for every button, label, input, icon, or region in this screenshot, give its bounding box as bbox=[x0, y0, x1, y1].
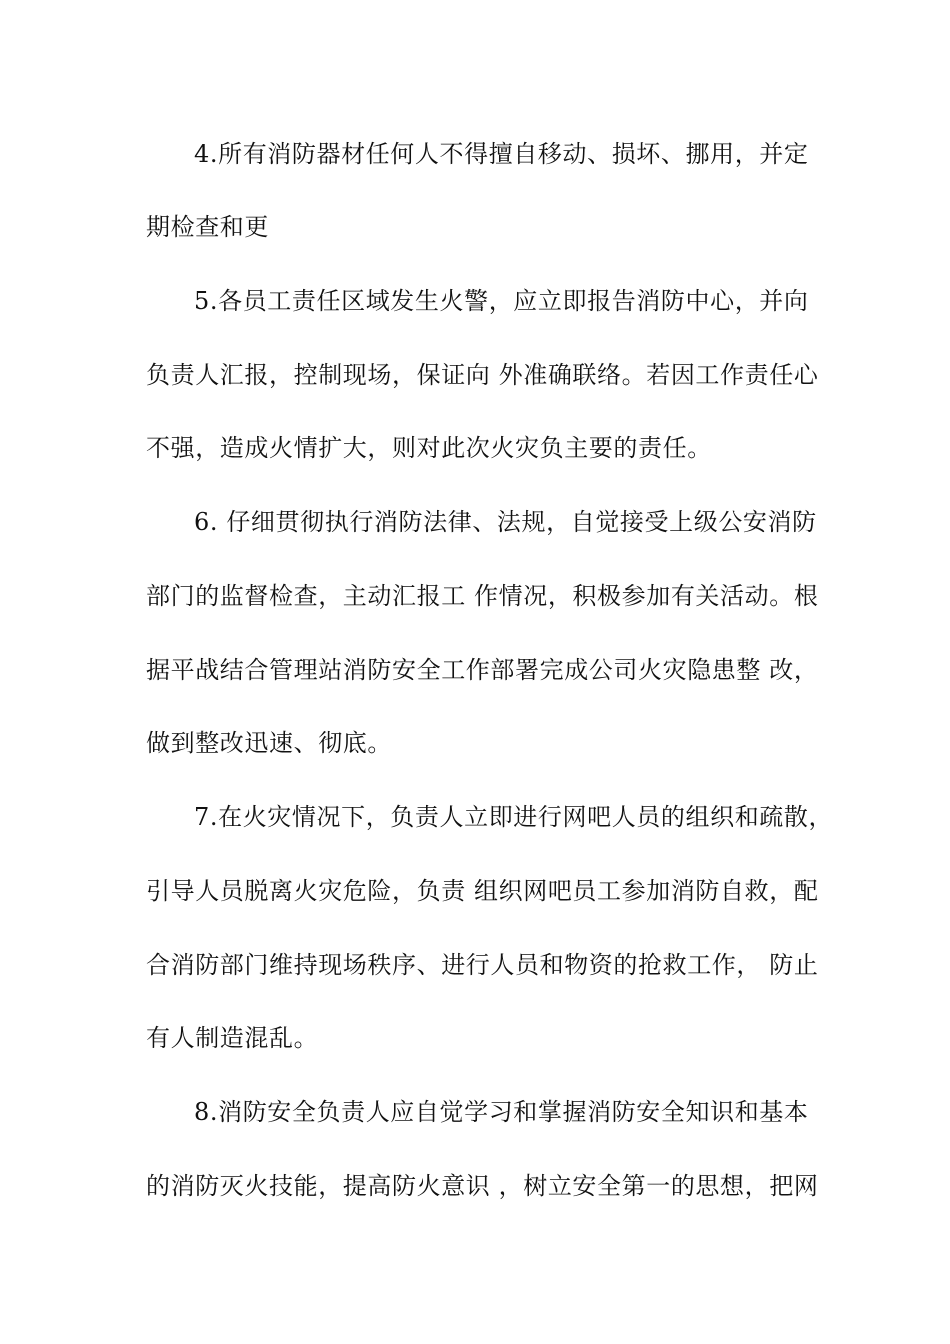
paragraph-8-line-1: 8.消防安全负责人应自觉学习和掌握消防安全知识和基本 bbox=[194, 1098, 809, 1126]
paragraph-4-line-2: 期检查和更 bbox=[146, 213, 269, 241]
paragraph-7-line-4: 有人制造混乱。 bbox=[146, 1024, 319, 1052]
paragraph-5-line-2: 负责人汇报，控制现场，保证向 外准确联络。若因工作责任心 bbox=[146, 361, 819, 389]
paragraph-7-line-1: 7.在火灾情况下，负责人立即进行网吧人员的组织和疏散， bbox=[194, 803, 834, 831]
paragraph-5-line-3: 不强，造成火情扩大，则对此次火灾负主要的责任。 bbox=[146, 434, 712, 462]
paragraph-5-line-1: 5.各员工责任区域发生火警，应立即报告消防中心，并向 bbox=[194, 287, 809, 315]
paragraph-6-line-2: 部门的监督检查，主动汇报工 作情况，积极参加有关活动。根 bbox=[146, 582, 819, 610]
paragraph-8-line-2: 的消防灭火技能，提高防火意识 ，树立安全第一的思想，把网 bbox=[146, 1172, 819, 1200]
paragraph-7-line-2: 引导人员脱离火灾危险，负责 组织网吧员工参加消防自救，配 bbox=[146, 877, 819, 905]
paragraph-6-line-3: 据平战结合管理站消防安全工作部署完成公司火灾隐患整 改， bbox=[146, 656, 819, 684]
paragraph-6-line-1: 6. 仔细贯彻执行消防法律、法规，自觉接受上级公安消防 bbox=[194, 508, 817, 536]
paragraph-7-line-3: 合消防部门维持现场秩序、进行人员和物资的抢救工作， 防止 bbox=[146, 951, 819, 979]
paragraph-4-line-1: 4.所有消防器材任何人不得擅自移动、损坏、挪用，并定 bbox=[194, 140, 809, 168]
paragraph-6-line-4: 做到整改迅速、彻底。 bbox=[146, 729, 392, 757]
